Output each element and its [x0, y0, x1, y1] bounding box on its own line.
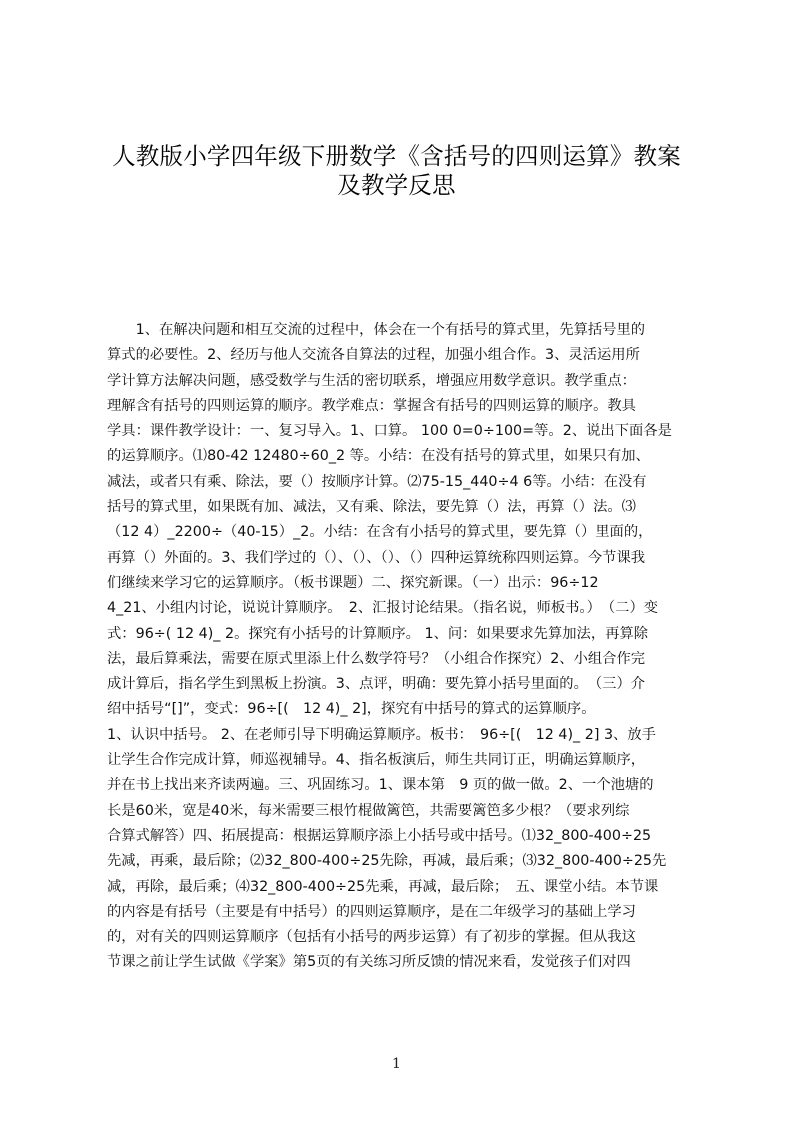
body-line: 绍中括号“[]”，变式：96÷[( 12 4)_ 2]，探究有中括号的算式的运算顺序。 [107, 701, 596, 718]
body-line: 4_21、小组内讨论，说说计算顺序。 2、汇报讨论结果。（指名说，师板书。） （二）变 [107, 600, 659, 617]
body-line: 式：96÷( 12 4)_ 2。探究有小括号的计算顺序。 1、问：如果要求先算加法，再算除 [107, 625, 649, 642]
body-line: 减法，或者只有乘、除法，要（）按顺序计算。⑵75-15_440÷4 6等。小结：在没有 [107, 473, 647, 490]
body-line: 先减，再乘，最后除；⑵32_800-400÷25先除，再减，最后乘；⑶32_800-400÷25先 [107, 853, 667, 870]
body-line: 算式的必要性。2、经历与他人交流各自算法的过程，加强小组合作。3、灵活运用所 [107, 347, 640, 364]
body-line: 再算（）外面的。3、我们学过的（）、（）、（）、（）四种运算统称四则运算。今节课我 [107, 549, 646, 566]
body-line: 法，最后算乘法，需要在原式里添上什么数学符号？（小组合作探究）2、小组合作完 [107, 650, 646, 667]
body-line: 让学生合作完成计算，师巡视辅导。4、指名板演后，师生共同订正，明确运算顺序， [107, 752, 646, 769]
body-line: 理解含有括号的四则运算的顺序。教学难点：掌握含有括号的四则运算的顺序。教具 [107, 397, 636, 414]
body-line: 学具：课件教学设计：一、复习导入。1、口算。 100 0=0÷100=等。2、说出下面各是 [107, 423, 672, 440]
body-line: 括号的算式里，如果既有加、减法，又有乘、除法，要先算（）法，再算（）法。⑶ [107, 499, 636, 516]
body-line: 减，再除，最后乘；⑷32_800-400÷25先乘，再减，最后除； 五、课堂小结。本节课 [107, 878, 659, 895]
title-line-1: 人教版小学四年级下册数学《含括号的四则运算》教案 [112, 142, 681, 170]
body-line: 长是60米，宽是40米，每米需要三根竹棍做篱笆，共需要篱笆多少根？（要求列综 [107, 802, 630, 819]
document-title [60, 142, 733, 200]
title-line-2: 及教学反思 [337, 171, 456, 199]
body-line: 们继续来学习它的运算顺序。（板书课题）二、探究新课。（一）出示：96÷12 [107, 574, 599, 591]
body-line: 1、认识中括号。 2、在老师引导下明确运算顺序。板书： 96÷[( 12 4)_ 2] 3、放手 [107, 726, 656, 743]
body-line: 成计算后，指名学生到黑板上扮演。3、点评，明确：要先算小括号里面的。 （三）介 [107, 676, 646, 693]
body-line: 学计算方法解决问题，感受数学与生活的密切联系，增强应用数学意识。教学重点： [107, 372, 636, 389]
body-line: 1、在解决问题和相互交流的过程中，体会在一个有括号的算式里，先算括号里的 [107, 322, 646, 338]
body-line: 的运算顺序。⑴80-42 12480÷60_2 等。小结：在没有括号的算式里，如果只有加、 [107, 448, 650, 465]
document-body [107, 318, 698, 976]
body-line: （12 4）_2200÷（40-15）_2。小结：在含有小括号的算式里，要先算（）里面的， [107, 524, 653, 541]
body-line: 的内容是有括号（主要是有中括号）的四则运算顺序，是在二年级学习的基础上学习 [107, 903, 636, 920]
body-line: 节课之前让学生试做《学案》第5页的有关练习所反馈的情况来看，发觉孩子们对四 [107, 954, 631, 971]
page-number: 1 [392, 1056, 401, 1072]
body-line: 合算式解答）四、拓展提高：根据运算顺序添上小括号或中括号。⑴32_800-400÷25 [107, 827, 652, 844]
body-line: 并在书上找出来齐读两遍。三、巩固练习。1、课本第 9 页的做一做。2、一个池塘的 [107, 777, 654, 794]
body-line: 的，对有关的四则运算顺序（包括有小括号的两步运算）有了初步的掌握。但从我这 [107, 929, 636, 946]
